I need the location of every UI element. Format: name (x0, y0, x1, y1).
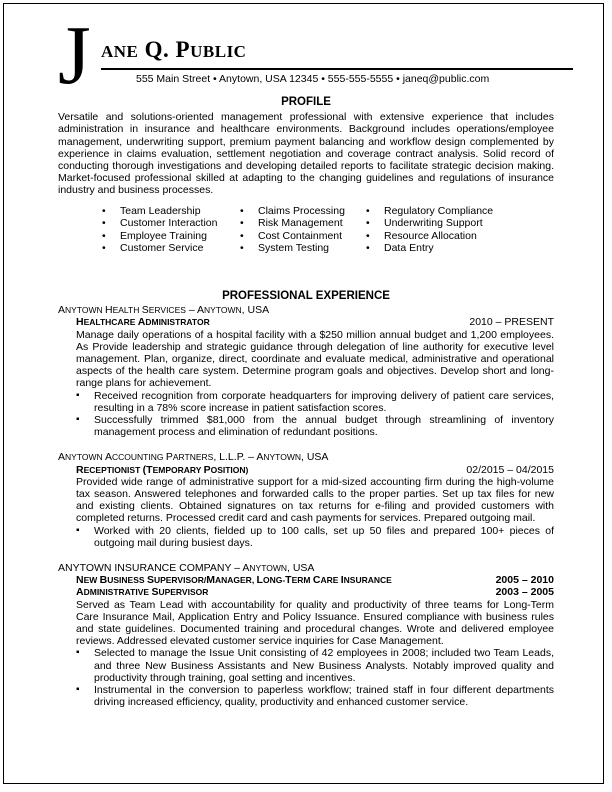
text-part: NYTOWN (65, 305, 105, 316)
company-name (58, 562, 554, 574)
text-part: , USA (300, 451, 329, 464)
text-part: ECEPTIONIST (83, 464, 143, 475)
job-description: Provided wide range of administrative support for a mid-sized accounting firm during the high-volume tax season. Answered telephones and forwarded calls to the proper parties. Set up tax files for new and existing clients. Obtained signatures on tax returns for e-filing and provided customers with completed returns. Processed credit card and cash payments for services. Prepared outgoing mail. (76, 475, 554, 525)
text-part: S (141, 304, 149, 317)
text-part: N (76, 574, 84, 587)
company-name (58, 304, 554, 316)
achievement-item: ▪ Received recognition from corporate headquarters for improving delivery of patient care services, resulting in a 78% score increase in patient satisfaction scores. (94, 390, 554, 414)
skill-item: • Cost Containment (240, 230, 366, 243)
achievement-item: ▪ Worked with 20 clients, fielded up to 100 calls, set up 50 files and prepared 100+ pieces of outgoing mail during busiest days. (94, 525, 554, 549)
text-part: ARTNERS (172, 452, 214, 463)
job-dates: 02/2015 – 04/2015 (466, 463, 554, 476)
text-part: NYTOWN (65, 452, 105, 463)
text-part: L (256, 574, 263, 587)
job-title (76, 586, 208, 598)
text-part: DMINISTRATOR (145, 317, 210, 328)
text-part: C (312, 574, 321, 587)
text-part: , USA (287, 562, 315, 575)
text-part: ERM (291, 575, 313, 586)
text-part: (T (142, 463, 153, 476)
text-part: ANAGER, (214, 575, 257, 586)
contact-line: 555 Main Street • Anytown, USA 12345 • 555-555-5555 • janeq@public.com (136, 73, 490, 85)
text-part: A (58, 304, 66, 317)
job-dates: 2003 – 2005 (495, 586, 554, 599)
name-initial: J (58, 9, 91, 102)
skills-list (102, 205, 554, 255)
text-part: , USA (241, 304, 270, 317)
header-rule (101, 68, 573, 70)
skill-item: • Regulatory Compliance (366, 205, 526, 218)
name-part: UBLIC (190, 42, 247, 61)
text-part: NSURANCE (343, 575, 392, 586)
achievement-list (58, 390, 554, 439)
job-title (76, 316, 210, 328)
text-part: CCOUNTING (112, 452, 166, 463)
text-part: – A (231, 562, 250, 575)
achievement-list (58, 647, 554, 708)
skill-item: • Data Entry (366, 242, 526, 255)
text-part: EALTH (112, 305, 142, 316)
text-part: ARE (320, 575, 341, 586)
skills-column (102, 205, 240, 255)
job-description: Manage daily operations of a hospital facility with a $250 million annual budget and 1,200 employees. As Provide leadership and strategic guidance through delegation of line authority for executive level management. Plan, organize, direct, coordinate and evaluate medical, administrative and operational aspects of the health care system. Determine program goals and objectives. Develop short and long-range plans for achievement. (76, 328, 554, 390)
job-title-line (58, 574, 554, 586)
text-part: DMINISTRATIVE (83, 587, 152, 598)
skills-column (240, 205, 366, 255)
job-description: Served as Team Lead with accountability for quality and productivity of three teams for Long-Term Care Insurance Mail, Application Entry and Policy Issuance. Ensured compliance with business rules and state guidelines. Documented training and procedural changes. Wrote and delivered employee reviews. Addressed elevated customer service inquiries for Case Management. (76, 598, 554, 648)
job-title-line (58, 586, 554, 598)
skill-item: • Customer Service (102, 242, 240, 255)
text-part: , L.L.P. – A (213, 451, 264, 464)
text-part: EALTHCARE (83, 317, 138, 328)
text-part: EW (83, 575, 100, 586)
company-name (58, 451, 554, 463)
text-part: UPERVISOR (158, 587, 209, 598)
text-part: I (340, 574, 344, 587)
skills-column (366, 205, 526, 255)
job-title (76, 574, 392, 586)
profile-summary: Versatile and solutions-oriented management professional with extensive experience that includes administration in insurance and healthcare environments. Background includes operations/employee management, underwriting support, premium payment balancing and workflow design complemented by experience in claims evaluation, settlement negotiation and coverage contract analysis. Solid record of conducting thorough investigations and developing detailed reports to facilitate strategic decision making. Market-focused professional skilled at adapting to the changing guidelines and regulations of insurance industry and business processes. (58, 111, 554, 197)
job-title-line (58, 316, 554, 328)
text-part: H (105, 304, 113, 317)
text-part: NYTOWN (249, 563, 288, 574)
skill-item: • Claims Processing (240, 205, 366, 218)
text-part: UPERVISOR/ (153, 575, 207, 586)
text-part: S (151, 586, 159, 599)
skill-item: • Risk Management (240, 217, 366, 230)
skill-item: • Resource Allocation (366, 230, 526, 243)
candidate-name (101, 37, 246, 63)
text-part: NYTOWN (263, 452, 301, 463)
text-part: R (76, 463, 84, 476)
text-part: A (137, 316, 146, 329)
text-part: H (76, 316, 84, 329)
achievement-item: ▪ Selected to manage the Issue Unit consisting of 42 employees in 2008; included two Team Leads, and three New Business Assistants and New Business Analysts. Notably improved quality and productivity through training, goal setting and incentives. (94, 647, 554, 684)
name-part: ANE (101, 42, 139, 61)
text-part: – A (185, 304, 205, 317)
text-part: M (206, 574, 215, 587)
text-part: OSITION) (210, 464, 249, 475)
text-part: S (146, 574, 154, 587)
skill-item: • Employee Training (102, 230, 240, 243)
achievement-item: ▪ Instrumental in the conversion to paperless workflow; trained staff in four different departments driving increased efficiency, quality, productivity and enhanced customer service. (94, 684, 554, 708)
text-part: ERVICES (148, 305, 186, 316)
text-part: ONG- (262, 575, 286, 586)
text-part: B (99, 574, 108, 587)
resume-body (58, 96, 554, 709)
job-title-line (58, 464, 554, 476)
job-dates: 2010 – PRESENT (469, 316, 554, 329)
skill-item: • System Testing (240, 242, 366, 255)
profile-heading: PROFILE (281, 96, 331, 108)
text-part: A (105, 451, 113, 464)
text-part: A (76, 586, 84, 599)
text-part: USINESS (107, 575, 147, 586)
text-part: ANYTOWN INSURANCE COMPANY (58, 562, 232, 575)
experience-heading: PROFESSIONAL EXPERIENCE (222, 290, 390, 302)
achievement-list (58, 525, 554, 549)
text-part: T (285, 574, 292, 587)
skill-item: • Team Leadership (102, 205, 240, 218)
text-part: A (58, 451, 66, 464)
job-dates: 2005 – 2010 (495, 574, 554, 587)
job-title (76, 464, 248, 476)
text-part: P (165, 451, 173, 464)
achievement-item: ▪ Successfully trimmed $81,000 from the annual budget through streamlining of inventory management process and elimination of redundant positions. (94, 414, 554, 438)
text-part: NYTOWN (204, 305, 242, 316)
skill-item: • Customer Interaction (102, 217, 240, 230)
name-part: Q. P (138, 37, 191, 62)
text-part: P (203, 463, 211, 476)
text-part: EMPORARY (152, 464, 204, 475)
skill-item: • Underwriting Support (366, 217, 526, 230)
